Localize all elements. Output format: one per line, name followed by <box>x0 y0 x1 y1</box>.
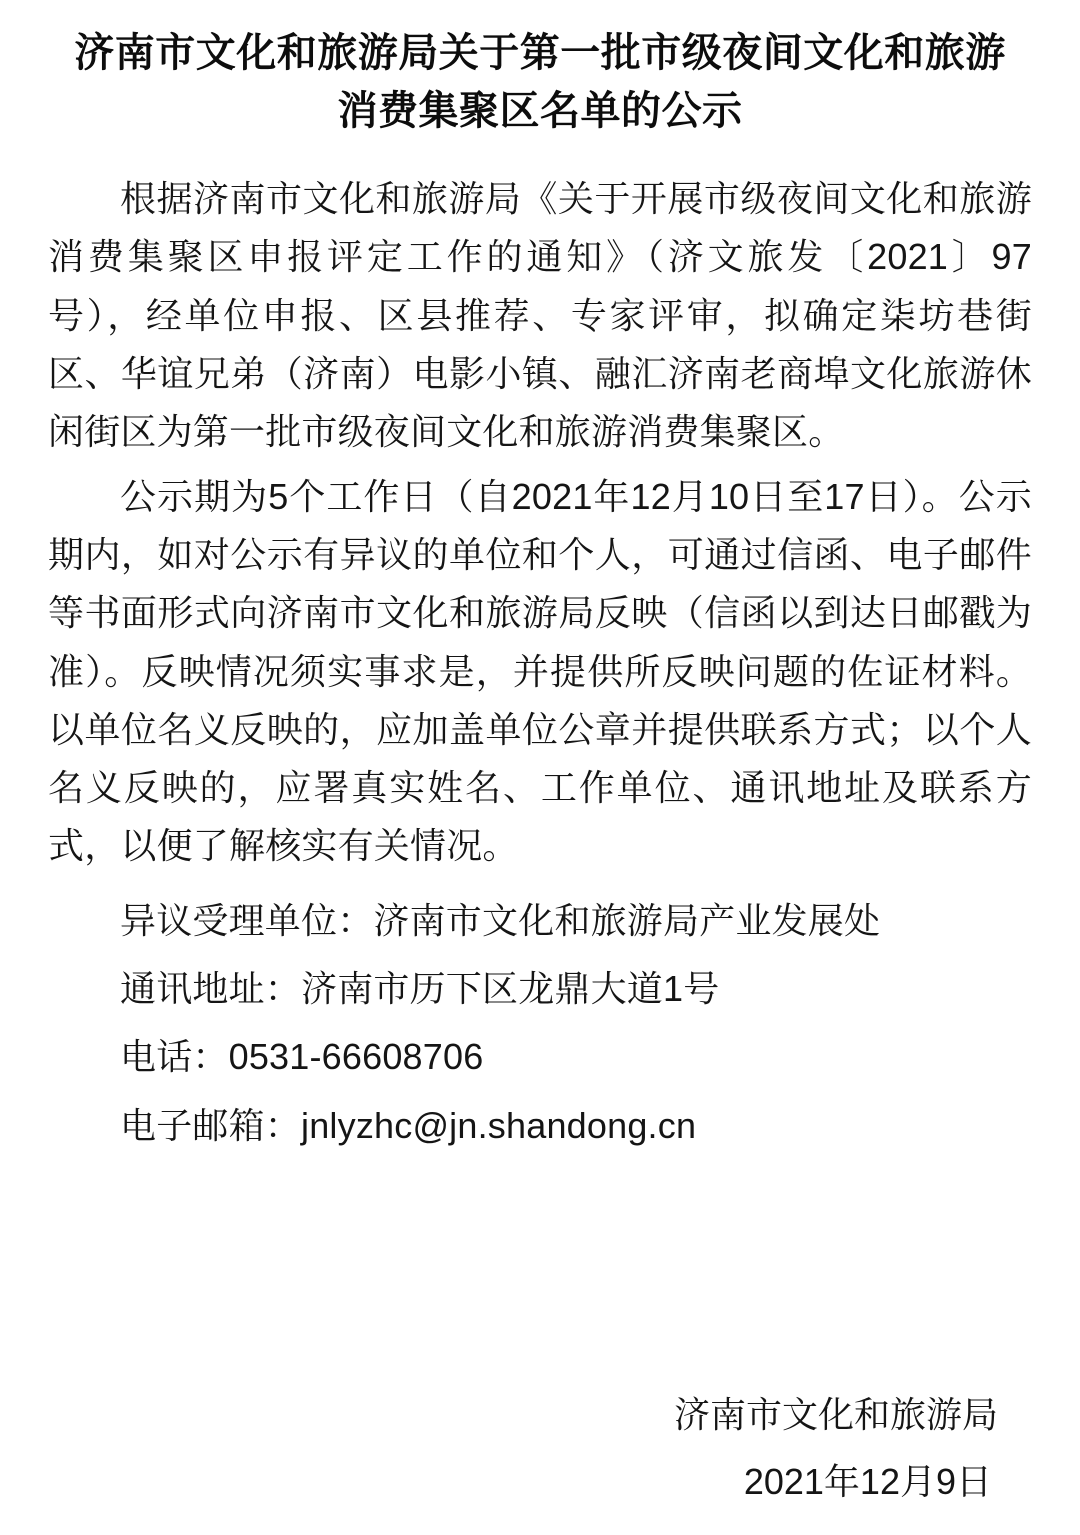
contact-receiving-unit: 异议受理单位：济南市文化和旅游局产业发展处 <box>120 899 881 941</box>
page-title: 济南市文化和旅游局关于第一批市级夜间文化和旅游消费集聚区名单的公示 <box>74 31 1006 133</box>
signature-organization: 济南市文化和旅游局 <box>673 1394 998 1436</box>
contact-block <box>48 892 1032 1155</box>
body-paragraph-1: 根据济南市文化和旅游局《关于开展市级夜间文化和旅游消费集聚区申报评定工作的通知》（济文旅发〔2021〕97号），经单位申报、区县推荐、专家评审，拟确定柒坊巷街区、华谊兄弟（济南）电影小镇、融汇济南老商埠文化旅游休闲街区为第一批市级夜间文化和旅游消费集聚区。 <box>48 178 1032 453</box>
body-paragraph-2: 公示期为5个工作日（自2021年12月10日至17日）。公示期内，如对公示有异议的单位和个人，可通过信函、电子邮件等书面形式向济南市文化和旅游局反映（信函以到达日邮戳为准）。反映情况须实事求是，并提供所反映问题的佐证材料。以单位名义反映的，应加盖单位公章并提供联系方式；以个人名义反映的，应署真实姓名、工作单位、通讯地址及联系方式，以便了解核实有关情况。 <box>48 475 1032 867</box>
document-body <box>48 170 1032 1165</box>
signature-block <box>48 1316 1032 1511</box>
contact-phone: 电话：0531-66608706 <box>120 1036 484 1078</box>
contact-email: 电子邮箱：jnlyzhc@jn.shandong.cn <box>120 1104 697 1146</box>
signature-date: 2021年12月9日 <box>743 1460 992 1502</box>
contact-address: 通讯地址：济南市历下区龙鼎大道1号 <box>120 968 720 1010</box>
